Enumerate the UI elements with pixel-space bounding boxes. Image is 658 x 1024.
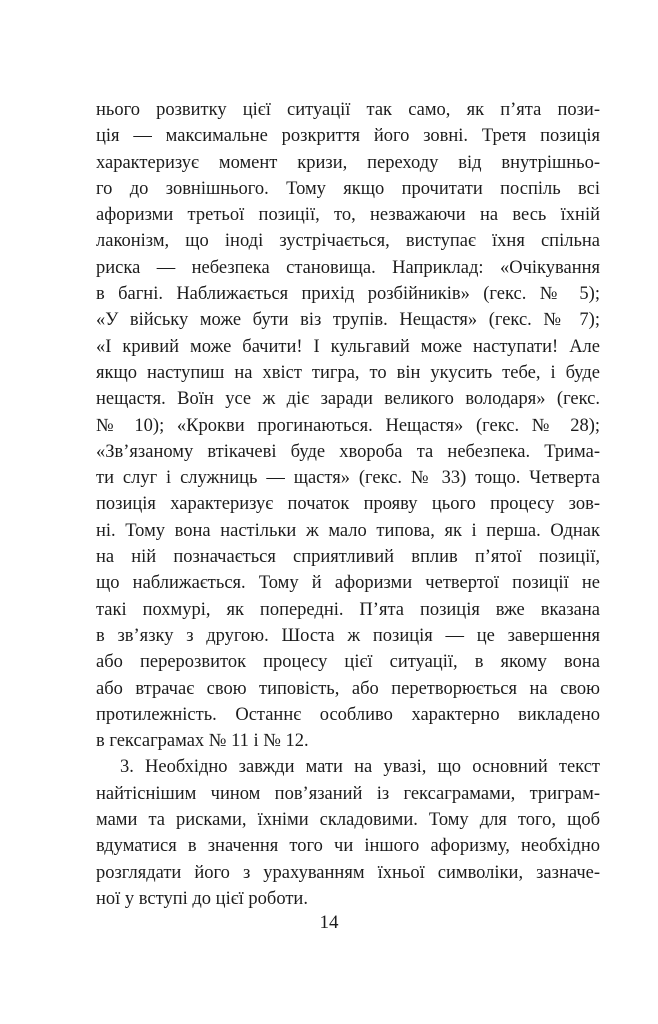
text-line: «Зв’язаному втікачеві буде хвороба та небезпека. Трима- <box>96 441 600 462</box>
text-line: вдуматися в значення того чи іншого афоризму, необхідно <box>96 836 600 857</box>
text-line: на ній позначається сприятливий вплив п’ятої позиції, <box>96 547 600 568</box>
text-line: в зв’язку з другою. Шоста ж позиція — це завершення <box>96 625 600 646</box>
paragraph-2 <box>96 754 600 912</box>
text-line: або втрачає свою типовість, або перетворюється на свою <box>96 678 600 699</box>
text-line: характеризує момент кризи, переходу від внутрішньо- <box>96 152 600 173</box>
text-line: нього розвитку цієї ситуації так само, як п’ята пози- <box>96 100 600 120</box>
body-text <box>96 97 600 912</box>
text-line: якщо наступиш на хвіст тигра, то він укусить тебе, і буде <box>96 362 600 383</box>
text-line: 3. Необхідно завжди мати на увазі, що основний текст <box>120 757 600 778</box>
text-line: риска — небезпека становища. Наприклад: «Очікування <box>96 257 600 278</box>
text-line: що наближається. Тому й афоризми четвертої позиції не <box>96 573 600 594</box>
text-line: або перерозвиток процесу цієї ситуації, в якому вона <box>96 652 600 673</box>
text-line: найтіснішим чином пов’язаний із гексаграмами, триграм- <box>96 783 600 804</box>
text-line: лаконізм, що іноді зустрічається, виступає їхня спільна <box>96 231 600 252</box>
text-line: ти слуг і служниць — щастя» (гекс. № 33) тощо. Четверта <box>96 468 600 489</box>
text-line: ної у вступі до цієї роботи. <box>96 888 308 909</box>
text-line: протилежність. Останнє особливо характерно викладено <box>96 704 600 725</box>
text-line: нещастя. Воїн усе ж діє заради великого володаря» (гекс. <box>96 389 600 410</box>
text-line: «І кривий може бачити! І кульгавий може наступати! Але <box>96 336 600 357</box>
page-number: 14 <box>319 912 339 933</box>
text-line: в гексаграмах № 11 і № 12. <box>96 731 309 752</box>
text-line: ція — максимальне розкриття його зовні. Третя позиція <box>96 126 600 147</box>
text-line: № 10); «Крокви прогинаються. Нещастя» (гекс. № 28); <box>96 415 600 436</box>
text-line: «У війську може бути віз трупів. Нещастя» (гекс. № 7); <box>96 310 600 331</box>
text-line: мами та рисками, їхніми складовими. Тому для того, щоб <box>96 810 600 831</box>
paragraph-1 <box>96 97 600 754</box>
text-line: афоризми третьої позиції, то, незважаючи на весь їхній <box>96 205 600 226</box>
text-line: в багні. Наближається прихід розбійників» (гекс. № 5); <box>96 284 600 305</box>
text-line: позиція характеризує початок прояву цього процесу зов- <box>96 494 600 515</box>
text-line: го до зовнішнього. Тому якщо прочитати поспіль всі <box>96 178 600 199</box>
text-line: розглядати його з урахуванням їхньої символіки, зазначе- <box>96 862 600 883</box>
text-line: такі похмурі, як попередні. П’ята позиція вже вказана <box>96 599 600 620</box>
text-line: ні. Тому вона настільки ж мало типова, як і перша. Однак <box>96 520 600 541</box>
